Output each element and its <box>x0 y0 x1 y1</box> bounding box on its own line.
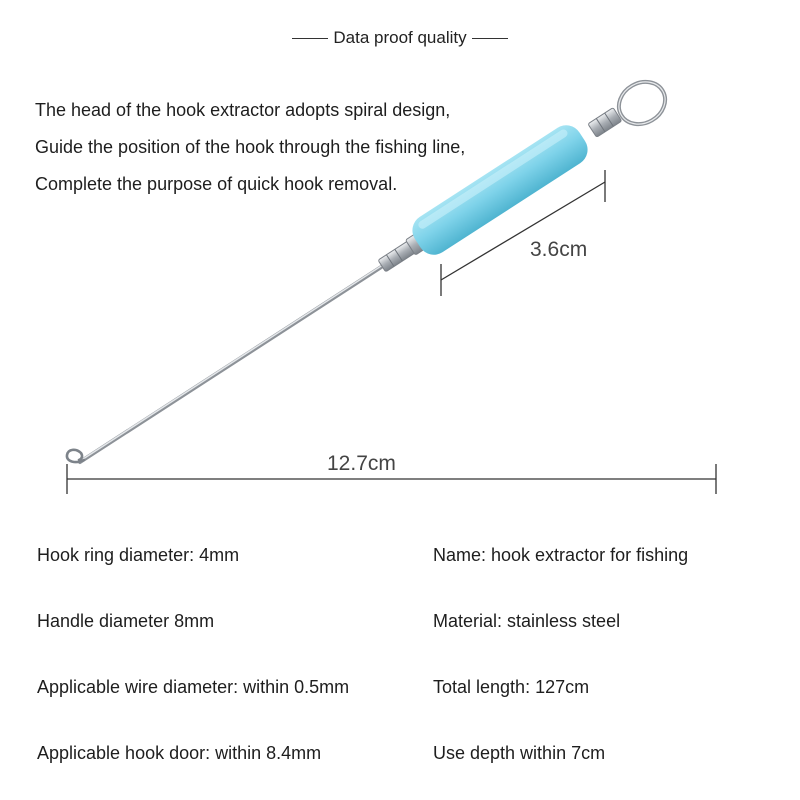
hook-tip <box>67 450 84 462</box>
description-line-2: Guide the position of the hook through the fishing line, <box>35 137 466 157</box>
spec-use-depth: Use depth within 7cm <box>433 743 606 763</box>
spec-hook-ring-diameter: Hook ring diameter: 4mm <box>37 545 240 565</box>
spec-wire-diameter: Applicable wire diameter: within 0.5mm <box>37 677 350 697</box>
spec-total-length: Total length: 127cm <box>433 677 590 697</box>
handle-length-label: 3.6cm <box>530 238 588 261</box>
total-length-label: 12.7cm <box>327 452 396 475</box>
spec-handle-diameter: Handle diameter 8mm <box>37 611 215 631</box>
spec-hook-door: Applicable hook door: within 8.4mm <box>37 743 322 763</box>
end-fitting <box>588 108 622 138</box>
description-line-3: Complete the purpose of quick hook removal. <box>35 174 398 194</box>
key-ring <box>611 74 673 133</box>
needle-shaft <box>80 259 392 462</box>
title-text: Data proof quality <box>333 28 467 47</box>
spec-name: Name: hook extractor for fishing <box>433 545 689 565</box>
description-line-1: The head of the hook extractor adopts spiral design, <box>35 100 451 120</box>
spec-material: Material: stainless steel <box>433 611 621 631</box>
